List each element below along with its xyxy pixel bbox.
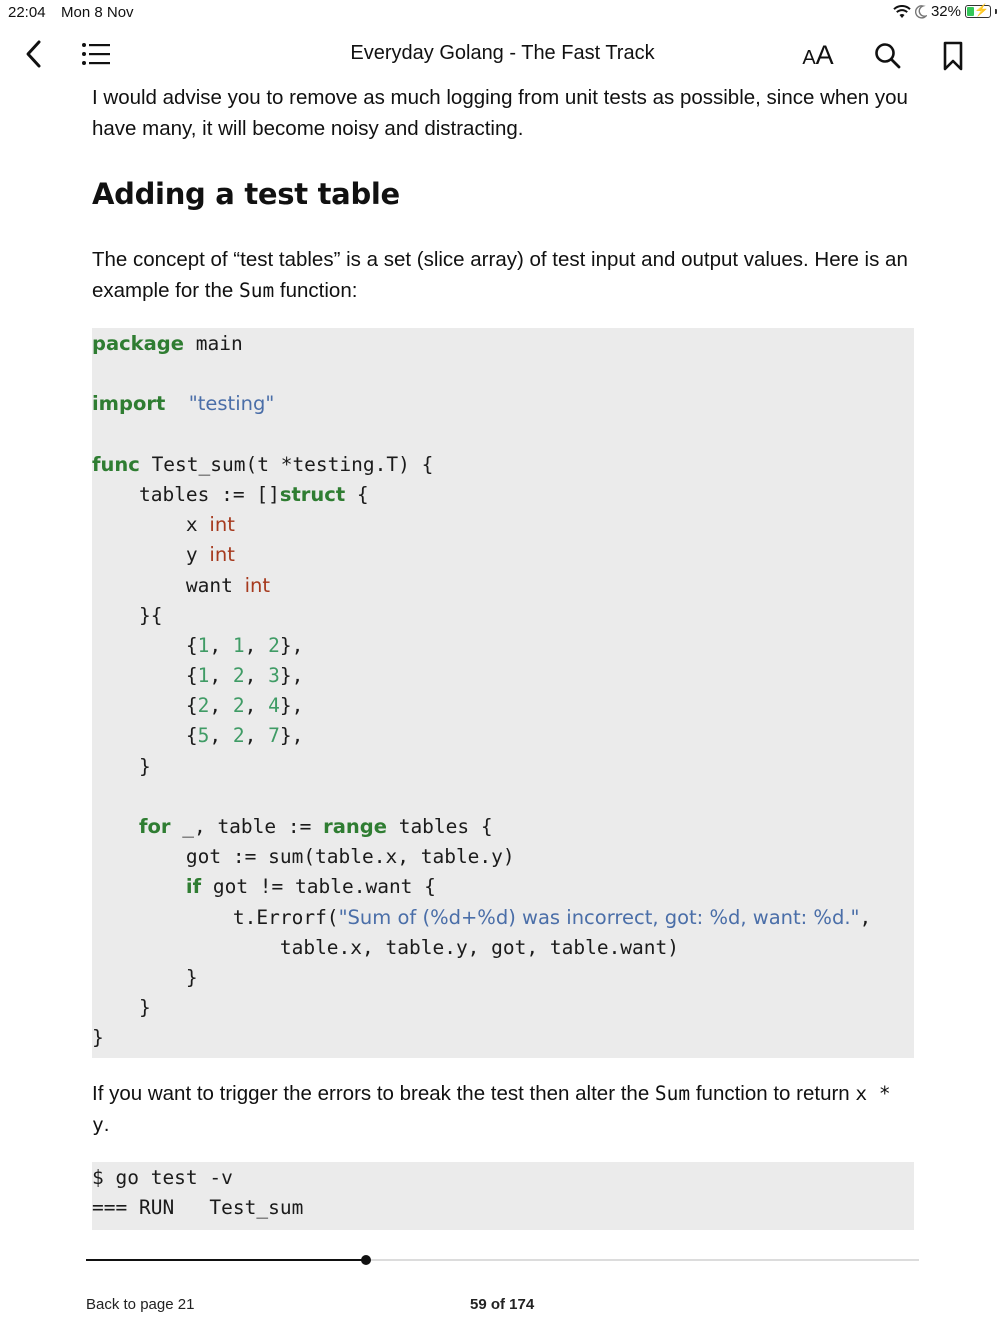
- progress-knob[interactable]: [361, 1255, 371, 1265]
- code-number: 1: [232, 633, 245, 657]
- code-text: }: [92, 1026, 104, 1050]
- book-title: Everyday Golang - The Fast Track: [350, 42, 655, 64]
- code-text: table.x, table.y, got, table.want): [279, 935, 680, 959]
- code-text: tables {: [398, 815, 493, 838]
- code-type: int: [209, 513, 235, 537]
- code-text: }{: [138, 603, 163, 627]
- code-keyword: func: [92, 452, 140, 476]
- para3-text-c: .: [103, 1113, 110, 1136]
- code-line: [92, 450, 914, 480]
- code-line: [92, 540, 914, 570]
- code-keyword: for: [138, 815, 171, 838]
- code-line: [92, 601, 914, 631]
- code-line: [92, 510, 914, 540]
- code-line: [92, 933, 914, 963]
- progress-fill: [86, 1259, 366, 1261]
- code-keyword: range: [323, 815, 387, 838]
- wifi-icon: [893, 5, 911, 19]
- code-number: 3: [268, 664, 280, 688]
- code-text: tables := []: [138, 482, 280, 506]
- code-line: [92, 480, 914, 510]
- status-bar: [0, 0, 1005, 26]
- code-keyword: package: [92, 332, 184, 355]
- section-heading: Adding a test table: [92, 177, 400, 211]
- para2-text-a: The concept of “test tables” is a set (slice array) of test input and output values. Here is an example for the: [92, 248, 908, 302]
- battery-icon: [965, 5, 991, 18]
- code-line: [92, 842, 914, 872]
- code-text: ,: [859, 905, 872, 929]
- text-size-icon: [802, 40, 833, 71]
- code-text: _, table :=: [182, 815, 324, 838]
- code-number: 2: [268, 633, 280, 657]
- para3-code-sum: Sum: [654, 1082, 691, 1105]
- code-text: main: [195, 332, 243, 355]
- para3-text-a: If you want to trigger the errors to break the test then alter the: [92, 1082, 655, 1105]
- code-line: === RUN Test_sum: [92, 1196, 304, 1220]
- code-text: got := sum(table.x, table.y): [185, 845, 515, 869]
- page-progress-slider[interactable]: [86, 1259, 919, 1261]
- code-text: Test_sum(t *testing.T) {: [151, 452, 434, 476]
- code-number: 2: [197, 694, 210, 718]
- code-line: [92, 571, 914, 601]
- code-text: }: [138, 996, 151, 1020]
- code-number: 1: [197, 633, 210, 657]
- code-type: int: [209, 543, 235, 567]
- code-line-blank: [92, 420, 914, 450]
- code-line: [92, 872, 914, 902]
- code-line: [92, 1023, 914, 1053]
- search-button[interactable]: [870, 38, 904, 72]
- bookmark-button[interactable]: [938, 38, 968, 74]
- code-keyword: struct: [279, 482, 346, 506]
- battery-nub: [995, 9, 997, 14]
- para3-text-b: function to return: [690, 1082, 856, 1105]
- page-indicator: 59 of 174: [470, 1296, 535, 1313]
- para2-text-b: function:: [274, 279, 358, 302]
- code-line: [92, 329, 914, 359]
- reader-toolbar: [0, 30, 1005, 80]
- code-line: [92, 812, 914, 842]
- code-line-blank: [92, 359, 914, 389]
- status-date: Mon 8 Nov: [61, 4, 134, 21]
- code-line: [92, 389, 914, 419]
- code-text: }: [185, 965, 198, 989]
- para3-code-xy: x * y: [92, 1082, 891, 1136]
- code-string: "Sum of (%d+%d) was incorrect, got: %d, want: %d.": [338, 905, 860, 929]
- code-type: int: [244, 573, 271, 597]
- code-text: }: [138, 754, 151, 778]
- code-line-row: {2, 2, 4},: [92, 694, 304, 718]
- code-line-row: {1, 1, 2},: [92, 633, 304, 657]
- code-block-go-test: [92, 1162, 914, 1230]
- paragraph-trigger-errors: [92, 1078, 914, 1140]
- para2-code-sum: Sum: [239, 279, 275, 302]
- code-line: [92, 903, 914, 933]
- code-text: x: [185, 513, 198, 537]
- code-line: [92, 963, 914, 993]
- code-text: got != table.want {: [212, 875, 436, 899]
- code-line: [92, 752, 914, 782]
- text-size-button[interactable]: [798, 38, 838, 72]
- text-size-small-a: A: [802, 46, 816, 69]
- code-line-row: {1, 2, 3},: [92, 664, 304, 688]
- bookmark-icon: [943, 41, 963, 71]
- moon-icon: [915, 5, 927, 19]
- code-number: 2: [232, 724, 245, 748]
- code-line: $ go test -v: [92, 1166, 233, 1189]
- battery-percent: 32%: [930, 3, 961, 20]
- status-time: 22:04: [8, 4, 46, 21]
- battery-fill: [967, 7, 974, 16]
- page-content: [92, 82, 914, 1230]
- code-block-test-table: [92, 328, 914, 1058]
- code-keyword: import: [92, 392, 166, 416]
- code-number: 2: [232, 664, 245, 688]
- paragraph-logging: I would advise you to remove as much logging from unit tests as possible, since when you have many, it will become noisy and distracting.: [92, 86, 908, 140]
- code-text: {: [356, 482, 369, 506]
- paragraph-test-tables: [92, 244, 914, 306]
- code-number: 4: [268, 694, 280, 718]
- text-size-large-a: A: [815, 39, 834, 70]
- code-string: "testing": [188, 392, 275, 416]
- code-number: 7: [268, 724, 280, 748]
- code-line: [92, 993, 914, 1023]
- code-number: 1: [197, 664, 210, 688]
- charging-bolt-icon: ⚡: [974, 3, 989, 17]
- status-indicators: [893, 3, 997, 20]
- code-line-blank: [92, 782, 914, 812]
- code-number: 2: [232, 694, 245, 718]
- code-line-row: {5, 2, 7},: [92, 724, 304, 748]
- code-keyword: if: [185, 875, 202, 899]
- code-text: y: [185, 543, 198, 567]
- back-to-page-link[interactable]: Back to page 21: [86, 1296, 195, 1313]
- search-icon: [873, 41, 901, 69]
- code-text: want: [185, 573, 233, 597]
- code-number: 5: [197, 724, 210, 748]
- code-text: t.Errorf(: [232, 905, 339, 929]
